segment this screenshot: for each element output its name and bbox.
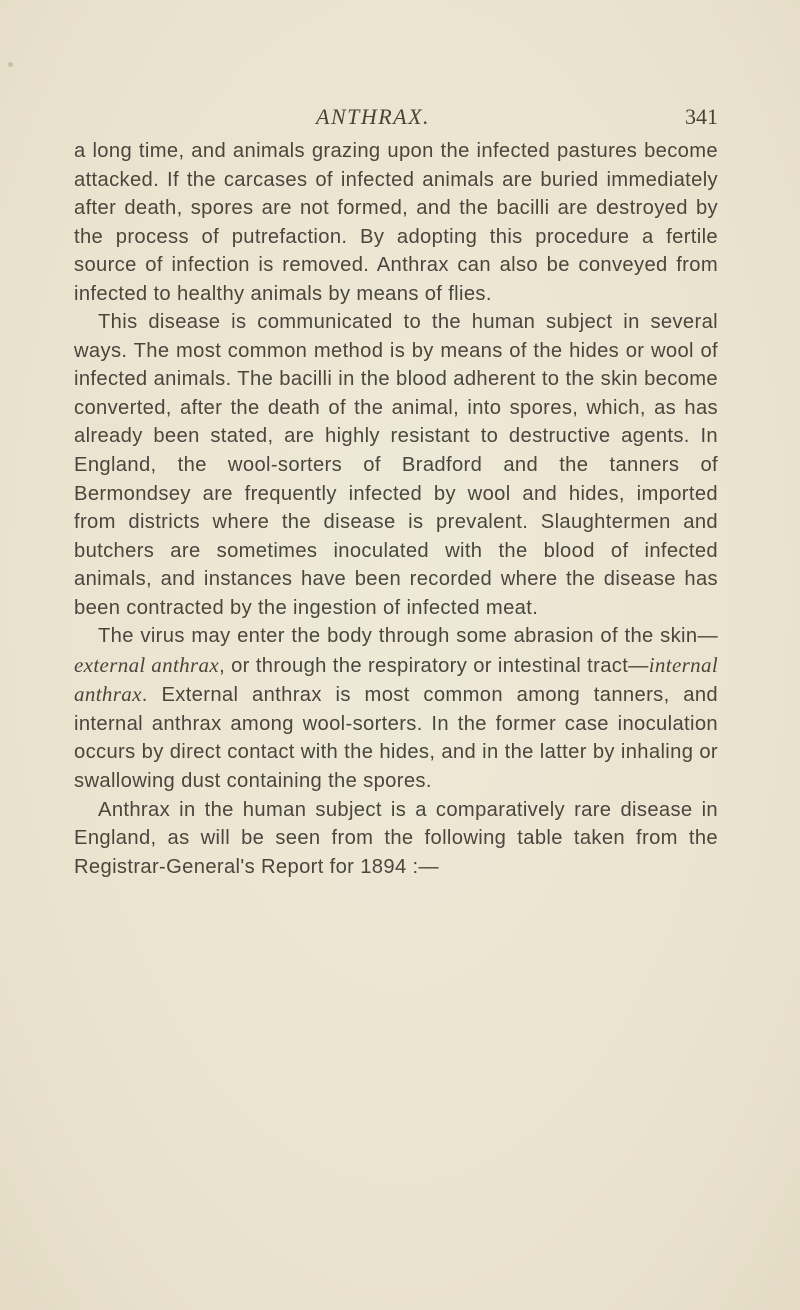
paragraph-3-text-a: The virus may enter the body through some abrasion of the skin—	[98, 625, 718, 648]
page-number: 341	[685, 104, 718, 129]
paragraph-3	[74, 622, 718, 795]
paper-speck	[8, 62, 13, 67]
paragraph-2: This disease is communicated to the human subject in several ways. The most common method is by means of the hides or wool of infected animals. The bacilli in the blood adherent to the skin become converted, after the death of the animal, into spores, which, as has already been stated, are highly resistant to destructive agents. In England, the wool-sorters of Bradford and the tanners of Bermondsey are frequently infected by wool and hides, imported from districts where the disease is prevalent. Slaughtermen and butchers are sometimes inoculated with the blood of infected animals, and instances have been recorded where the disease has been contracted by the ingestion of infected meat.	[74, 311, 718, 619]
paragraph-1: a long time, and animals grazing upon the infected pastures become attacked. If the carcases of infected animals are buried immediately after death, spores are not formed, and the bacilli are destroyed by the process of putrefaction. By adopting this procedure a fertile source of infection is removed. Anthrax can also be conveyed from infected to healthy animals by means of flies.	[74, 140, 718, 305]
term-external-anthrax: external anthrax	[74, 652, 220, 677]
body-text	[74, 137, 718, 881]
term-internal-anthrax: internal anthrax	[74, 652, 719, 707]
running-head: ANTHRAX.	[316, 104, 431, 129]
paragraph-3-text-b: , or through the respiratory or intestinal tract—	[219, 654, 649, 677]
paragraph-4: Anthrax in the human subject is a comparatively rare disease in England, as will be seen from the following table taken from the Registrar-General's Report for 1894 :—	[74, 798, 718, 878]
page-header	[0, 104, 800, 138]
paragraph-3-text-c: . External anthrax is most common among tanners, and internal anthrax among wool-sorters. In the former case inoculation occurs by direct contact with the hides, and in the latter by inhaling or swallowing dust containing the spores.	[74, 684, 718, 793]
